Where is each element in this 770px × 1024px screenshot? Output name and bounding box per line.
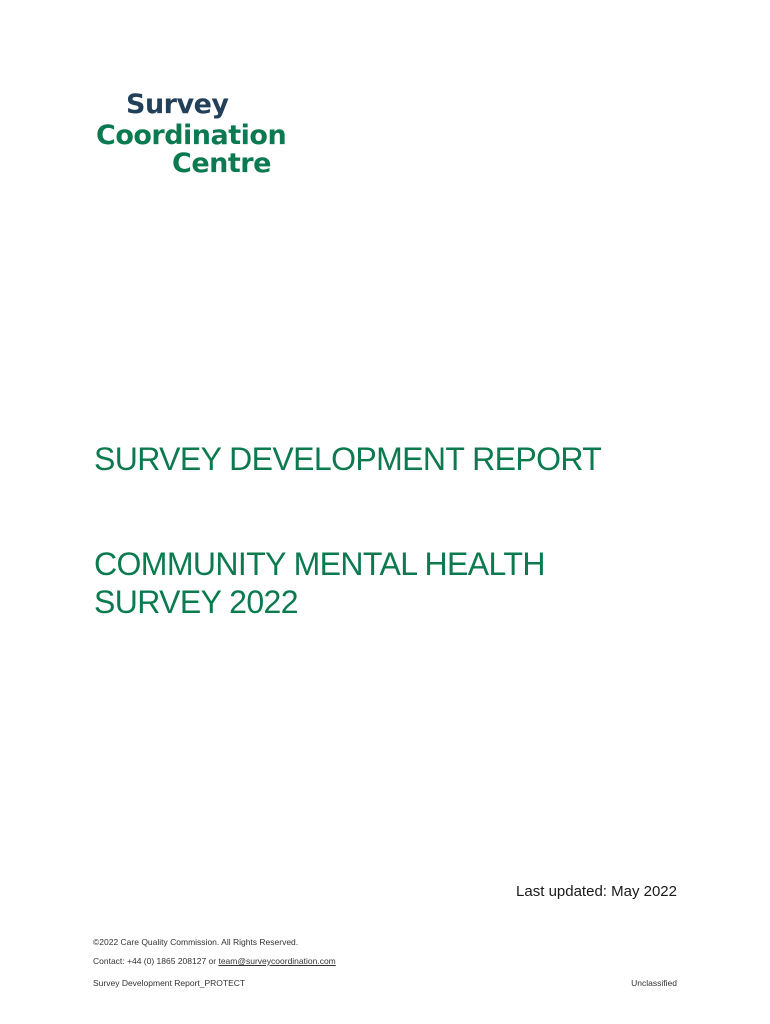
logo-text-centre: Centre [172,148,271,179]
logo-text-survey: Survey [126,89,229,120]
report-title-line-2: SURVEY 2022 [94,584,298,620]
last-updated-date: Last updated: May 2022 [516,883,677,900]
contact-line [93,956,336,966]
report-title [94,545,694,621]
report-title-line-1: COMMUNITY MENTAL HEALTH [94,546,545,582]
footer-classification: Unclassified [631,978,677,988]
report-type-heading: SURVEY DEVELOPMENT REPORT [94,441,602,477]
logo-text-coordination: Coordination [96,120,287,151]
contact-phone-text: Contact: +44 (0) 1865 208127 or [93,956,219,966]
footer-document-label: Survey Development Report_PROTECT [93,978,246,988]
contact-email-link[interactable]: team@surveycoordination.com [218,956,336,966]
copyright-notice: ©2022 Care Quality Commission. All Rights Reserved. [93,937,299,947]
